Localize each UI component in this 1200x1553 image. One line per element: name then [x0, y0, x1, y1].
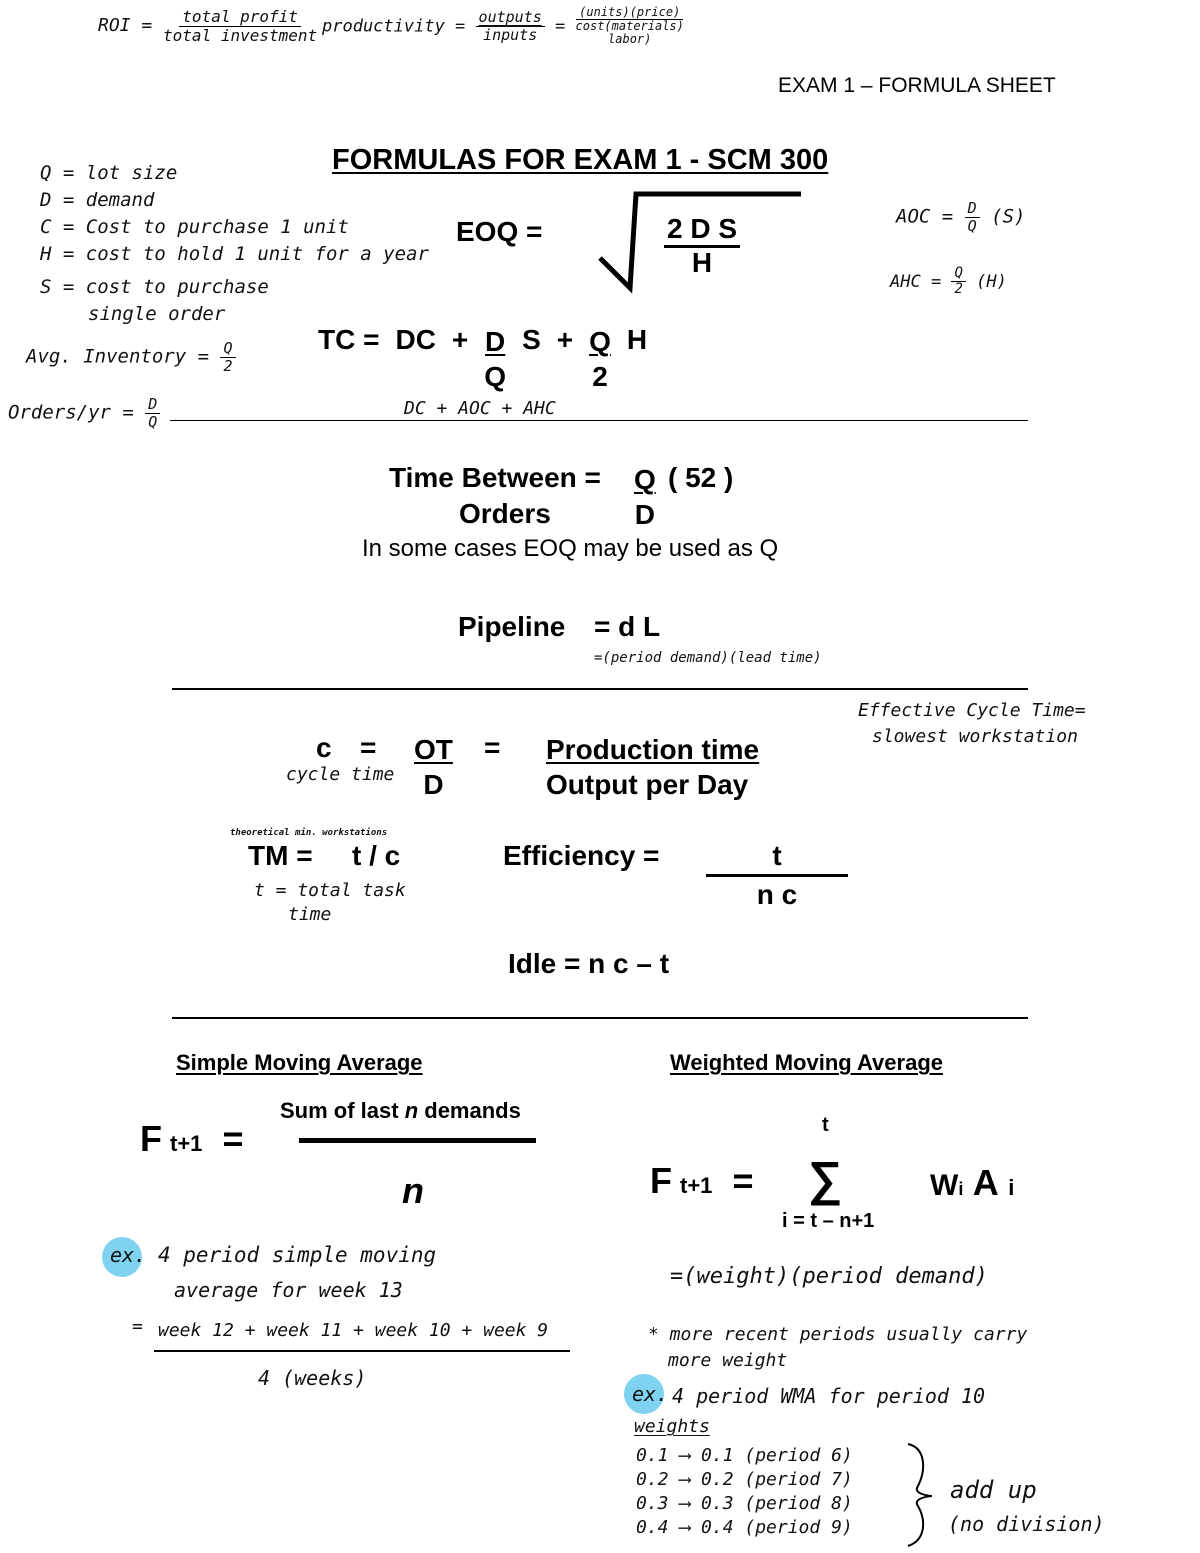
wma-f	[650, 1160, 753, 1202]
orders-per-year-numerator: D	[145, 396, 160, 414]
wma-a-subscript: i	[1008, 1175, 1015, 1200]
productivity-label: productivity =	[322, 16, 466, 37]
wma-w-subscript: i	[958, 1179, 964, 1199]
ahc-note	[890, 266, 1007, 298]
divider-2	[172, 688, 1028, 690]
sma-f-subscript: t+1	[170, 1131, 203, 1156]
productivity-note	[322, 6, 684, 47]
productivity-units-denominator: cost(materials)	[575, 19, 684, 34]
productivity-denominator: inputs	[483, 25, 538, 44]
effective-cycle-note-1: Effective Cycle Time=	[858, 700, 1086, 721]
divider-1	[170, 420, 1028, 421]
cycle-time-note: cycle time	[286, 764, 395, 785]
wma-note-3: more weight	[668, 1350, 788, 1371]
cycle-eq-1: =	[360, 732, 377, 763]
pipeline-formula: = d L	[594, 611, 661, 642]
avg-inventory-denominator: 2	[223, 356, 233, 375]
efficiency-label: Efficiency =	[503, 840, 660, 871]
eoq-denominator: H	[691, 246, 713, 278]
tc-formula	[318, 324, 647, 394]
aoc-note	[896, 200, 1025, 234]
effective-cycle-note-2: slowest workstation	[872, 726, 1078, 747]
sma-f	[140, 1118, 243, 1160]
roi-note	[98, 8, 317, 44]
wma-add-up: add up	[950, 1476, 1037, 1504]
productivity-numerator: outputs	[476, 9, 545, 27]
pipeline-note: =(period demand)(lead time)	[594, 650, 822, 666]
time-between-denominator: D	[634, 499, 655, 530]
wma-weight-row: 0.3 ⟶ 0.3 (period 8)	[636, 1493, 853, 1514]
sma-example-eq: =	[132, 1316, 143, 1337]
time-between-numerator: Q	[634, 464, 656, 495]
sma-example-denominator: 4 (weeks)	[258, 1366, 367, 1390]
cycle-production-numerator: Production time	[546, 734, 760, 765]
efficiency-numerator: t	[706, 840, 848, 877]
cycle-ot-numerator: OT	[414, 734, 453, 765]
time-between-fraction	[634, 462, 656, 532]
wma-brace	[902, 1440, 942, 1550]
sma-example-numerator: week 12 + week 11 + week 10 + week 9	[158, 1320, 549, 1341]
tc-note: DC + AOC + AHC	[404, 398, 556, 419]
tc-plus-1: +	[451, 324, 469, 355]
sma-f-letter: F	[140, 1118, 162, 1159]
aoc-tail: (S)	[991, 205, 1026, 228]
avg-inventory-note	[26, 340, 236, 374]
wma-sigma: ∑	[808, 1153, 843, 1206]
cycle-c: c	[316, 732, 332, 763]
wma-f-subscript: t+1	[680, 1173, 713, 1198]
wma-weight-row: 0.2 ⟶ 0.2 (period 7)	[636, 1469, 853, 1490]
efficiency-fraction	[706, 840, 848, 911]
wma-top-index: t	[822, 1114, 829, 1136]
wma-no-division: (no division)	[948, 1512, 1105, 1536]
tc-d-denominator: Q	[484, 361, 507, 392]
wma-example-tag: ex.	[632, 1382, 669, 1406]
tc-s: S	[522, 324, 541, 355]
wma-example-line: 4 period WMA for period 10	[672, 1384, 986, 1408]
sma-fraction-bar	[299, 1138, 536, 1143]
wma-w: W	[930, 1169, 959, 1202]
orders-per-year-note	[8, 396, 160, 430]
time-between-label-1: Time Between =	[389, 462, 601, 493]
aoc-label: AOC =	[896, 205, 954, 228]
wma-eq: =	[732, 1160, 754, 1201]
cycle-production-fraction	[546, 732, 759, 802]
tc-q-numerator: Q	[589, 326, 611, 357]
definition-s-cont: single order	[88, 303, 226, 325]
sma-example-tag: ex.	[110, 1243, 147, 1267]
eoq-numerator: 2 D S	[664, 214, 740, 248]
eoq-label: EOQ =	[456, 216, 543, 247]
tc-plus-2: +	[556, 324, 574, 355]
sma-denominator: n	[402, 1170, 424, 1211]
main-title: FORMULAS FOR EXAM 1 - SCM 300	[332, 144, 829, 176]
tm-value: t / c	[352, 840, 401, 871]
wma-note-1: =(weight)(period demand)	[670, 1264, 988, 1289]
tc-label: TC =	[318, 324, 380, 355]
tm-label: TM =	[248, 840, 313, 871]
eoq-fraction	[664, 214, 740, 279]
ahc-tail: (H)	[976, 271, 1007, 292]
sma-example-bar	[154, 1350, 570, 1352]
sma-eq: =	[222, 1118, 244, 1159]
roi-denominator: total investment	[163, 25, 318, 45]
productivity-units-numerator: (units)(price)	[576, 6, 683, 20]
wma-weights-label: weights	[634, 1416, 710, 1437]
wma-terms	[930, 1162, 1014, 1204]
tm-small-note: theoretical min. workstations	[230, 828, 388, 838]
cycle-eq-2: =	[484, 732, 501, 763]
definition-c: C = Cost to purchase 1 unit	[40, 216, 349, 238]
sma-numerator: Sum of last n demands	[280, 1098, 521, 1123]
wma-a: A	[972, 1162, 999, 1203]
tc-q-denominator: 2	[592, 361, 608, 392]
orders-per-year-label: Orders/yr =	[8, 401, 134, 424]
tc-dc: DC	[395, 324, 436, 355]
orders-per-year-denominator: Q	[148, 412, 158, 431]
tm-note-2: time	[288, 904, 332, 925]
wma-bottom-index: i = t – n+1	[782, 1210, 875, 1232]
time-between-label-2: Orders	[459, 498, 551, 529]
sma-title: Simple Moving Average	[176, 1050, 423, 1075]
tm-note-1: t = total task	[254, 880, 406, 901]
sheet-title: EXAM 1 – FORMULA SHEET	[778, 74, 1056, 97]
wma-weight-row: 0.4 ⟶ 0.4 (period 9)	[636, 1517, 853, 1538]
definition-d: D = demand	[40, 189, 155, 211]
definition-q: Q = lot size	[40, 162, 178, 184]
tc-h: H	[626, 324, 648, 355]
tc-d-numerator: D	[485, 326, 506, 357]
productivity-units-denominator-2: labor)	[608, 32, 652, 47]
sma-example-line-2: average for week 13	[174, 1278, 403, 1302]
avg-inventory-numerator: Q	[220, 340, 235, 358]
definition-s: S = cost to purchase	[40, 276, 269, 298]
efficiency-denominator: n c	[756, 879, 798, 910]
productivity-eq: =	[555, 16, 566, 37]
wma-title: Weighted Moving Average	[670, 1050, 944, 1075]
wma-note-2: * more recent periods usually carry	[648, 1324, 1028, 1345]
wma-weight-row: 0.1 ⟶ 0.1 (period 6)	[636, 1445, 853, 1466]
aoc-numerator: D	[965, 200, 980, 218]
avg-inventory-label: Avg. Inventory =	[26, 345, 210, 368]
sma-example-line-1: 4 period simple moving	[158, 1243, 437, 1267]
ahc-denominator: 2	[954, 281, 963, 298]
time-between-multiplier: ( 52 )	[668, 462, 734, 493]
cycle-production-denominator: Output per Day	[546, 769, 749, 800]
ahc-label: AHC =	[890, 271, 942, 292]
cycle-ot-denominator: D	[423, 769, 444, 800]
wma-f-letter: F	[650, 1160, 672, 1201]
definition-h: H = cost to hold 1 unit for a year	[40, 243, 429, 265]
definitions	[40, 160, 429, 328]
divider-3	[172, 1017, 1028, 1019]
roi-numerator: total profit	[179, 8, 301, 27]
roi-label: ROI =	[98, 15, 153, 37]
time-between-note: In some cases EOQ may be used as Q	[362, 535, 779, 562]
idle-formula: Idle = n c – t	[508, 948, 670, 979]
aoc-denominator: Q	[967, 216, 977, 235]
pipeline-label: Pipeline	[458, 611, 566, 642]
ahc-numerator: Q	[951, 266, 965, 282]
wma-weights-list	[636, 1444, 853, 1540]
cycle-ot-fraction	[414, 732, 453, 802]
